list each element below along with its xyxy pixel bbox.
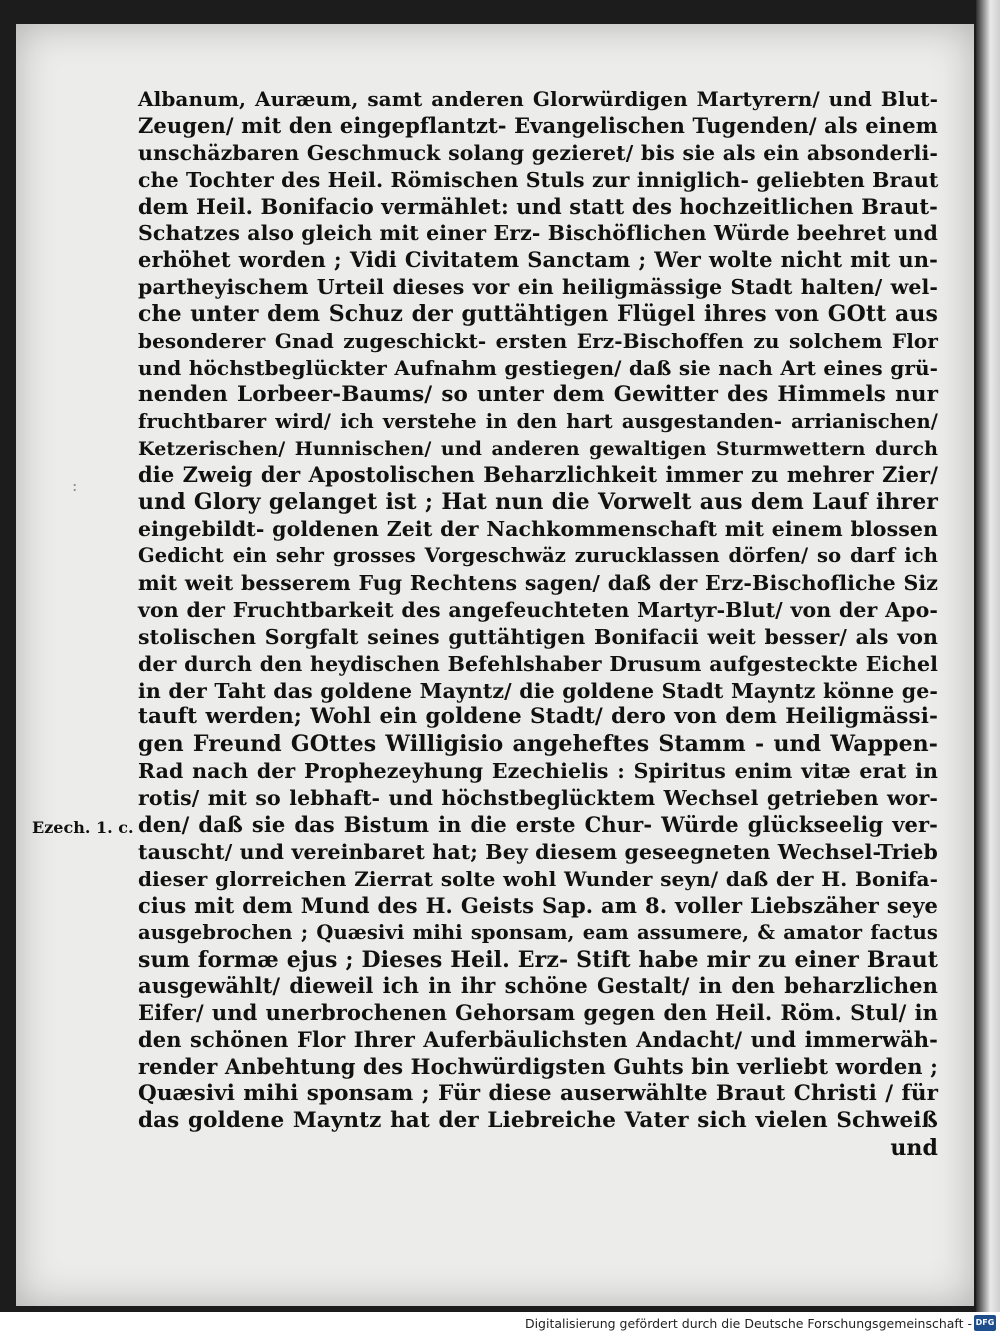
text-line: in der Taht das goldene Mayntz/ die goldene Stadt Mayntz könne ge- bbox=[138, 678, 938, 703]
text-line: sum formæ ejus ; Dieses Heil. Erz- Stift habe mir zu einer Braut bbox=[138, 946, 938, 973]
text-line: fruchtbarer wird/ ich verstehe in den hart ausgestanden- arrianischen/ bbox=[138, 409, 938, 433]
text-line: eingebildt- goldenen Zeit der Nachkommenschaft mit einem blossen bbox=[138, 517, 938, 542]
text-line: render Anbehtung des Hochwürdigsten Guhts bin verliebt worden ; bbox=[138, 1054, 938, 1080]
dfg-logo-icon: DFG bbox=[974, 1315, 996, 1331]
page-edge bbox=[976, 0, 1000, 1312]
text-line: cius mit dem Mund des H. Geists Sap. am 8. voller Liebszäher seye bbox=[138, 892, 938, 918]
catchword: und bbox=[890, 1134, 938, 1161]
text-line: von der Fruchtbarkeit des angefeuchteten Martyr-Blut/ von der Apo- bbox=[138, 597, 938, 622]
text-line: rotis/ mit so lebhaft- und höchstbeglücktem Wechsel getrieben wor- bbox=[138, 786, 938, 811]
footer-credit: Digitalisierung gefördert durch die Deutsche Forschungsgemeinschaft - bbox=[524, 1316, 972, 1331]
body-text bbox=[138, 86, 938, 1162]
text-line: Eifer/ und unerbrochenen Gehorsam gegen den Heil. Röm. Stul/ in bbox=[138, 1000, 938, 1026]
text-line: den/ daß sie das Bistum in die erste Chur- Würde glückseelig ver- bbox=[138, 812, 938, 838]
text-line: nenden Lorbeer-Baums/ so unter dem Gewitter des Himmels nur bbox=[138, 381, 938, 407]
text-line: besonderer Gnad zugeschickt- ersten Erz-Bischoffen zu solchem Flor bbox=[138, 329, 938, 354]
text-line: Schatzes also gleich mit einer Erz- Bischöflichen Würde beehret und bbox=[138, 221, 938, 246]
text-line: Quæsivi mihi sponsam ; Für diese auserwählte Braut Christi / für bbox=[138, 1080, 938, 1106]
text-line: den schönen Flor Ihrer Auferbäulichsten Andacht/ und immerwäh- bbox=[138, 1027, 938, 1053]
text-line: das goldene Mayntz hat der Liebreiche Vater sich vielen Schweiß bbox=[138, 1107, 938, 1133]
text-line: unschäzbaren Geschmuck solang gezieret/ bis sie als ein absonderli- bbox=[138, 140, 938, 165]
text-line: erhöhet worden ; Vidi Civitatem Sanctam ; Wer wolte nicht mit un- bbox=[138, 247, 938, 273]
text-line: ausgebrochen ; Quæsivi mihi sponsam, eam assumere, & amator factus bbox=[138, 920, 938, 944]
text-line: Zeugen/ mit den eingepflantzt- Evangelischen Tugenden/ als einem bbox=[138, 112, 938, 138]
text-line: dieser glorreichen Zierrat solte wohl Wunder seyn/ daß der H. Bonifa- bbox=[138, 866, 938, 891]
marginal-note: Ezech. 1. c. bbox=[32, 818, 134, 837]
bleed-through-mark: : bbox=[72, 476, 78, 495]
text-line: partheyischem Urteil dieses vor ein heiligmässige Stadt halten/ wel- bbox=[138, 275, 938, 300]
text-line: tauscht/ und vereinbaret hat; Bey diesem geseegneten Wechsel-Trieb bbox=[138, 839, 938, 864]
text-line: dem Heil. Bonifacio vermählet: und statt des hochzeitlichen Braut- bbox=[138, 193, 938, 219]
text-line: stolischen Sorgfalt seines guttähtigen Bonifacii weit besser/ als von bbox=[138, 624, 938, 649]
text-line: und Glory gelanget ist ; Hat nun die Vorwelt aus dem Lauf ihrer bbox=[138, 489, 938, 516]
text-line: und höchstbeglückter Aufnahm gestiegen/ daß sie nach Art eines grü- bbox=[138, 355, 938, 380]
text-line: mit weit besserem Fug Rechtens sagen/ daß der Erz-Bischofliche Siz bbox=[138, 571, 938, 596]
text-line: che Tochter des Heil. Römischen Stuls zur inniglich- geliebten Braut bbox=[138, 167, 939, 192]
text-line: der durch den heydischen Befehlshaber Drusum aufgesteckte Eichel bbox=[138, 651, 938, 676]
text-line: Albanum, Auræum, samt anderen Glorwürdigen Martyrern/ und Blut- bbox=[138, 87, 938, 111]
footer-bar bbox=[0, 1312, 1000, 1338]
text-line: tauft werden; Wohl ein goldene Stadt/ dero von dem Heiligmässi- bbox=[138, 704, 938, 730]
text-line: gen Freund GOttes Willigisio angeheftes Stamm - und Wappen- bbox=[138, 731, 938, 758]
text-line: che unter dem Schuz der guttähtigen Flügel ihres von GOtt aus bbox=[138, 301, 938, 328]
text-line: Gedicht ein sehr grosses Vorgeschwäz zurucklassen dörfen/ so darf ich bbox=[138, 544, 938, 568]
text-line: die Zweig der Apostolischen Beharzlichkeit immer zu mehrer Zier/ bbox=[138, 462, 938, 488]
text-line: Rad nach der Prophezeyhung Ezechielis : Spiritus enim vitæ erat in bbox=[138, 759, 938, 784]
text-line: ausgewählt/ dieweil ich in ihr schöne Gestalt/ in den beharzlichen bbox=[138, 973, 938, 999]
text-line: Ketzerischen/ Hunnischen/ und anderen gewaltigen Sturmwettern durch bbox=[138, 437, 938, 460]
